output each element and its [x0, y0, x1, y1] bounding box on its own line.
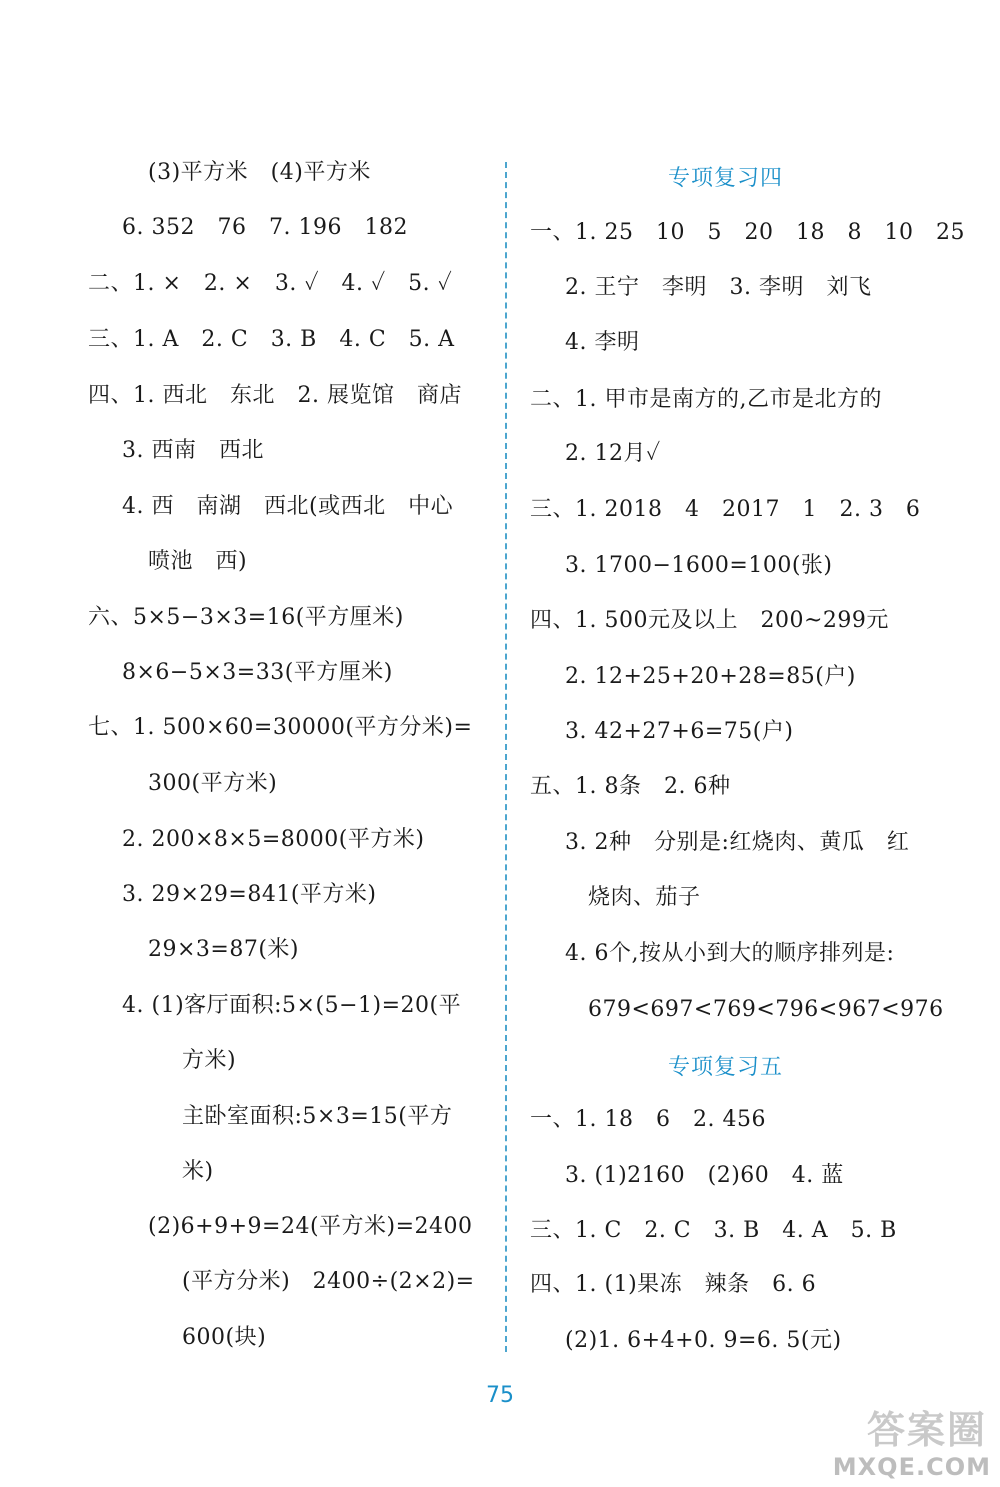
section-title: 专项复习五 — [668, 1055, 784, 1080]
page-number: 75 — [486, 1383, 514, 1408]
answer-line: 二、1. 甲市是南方的,乙市是北方的 — [530, 387, 882, 412]
answer-line: 一、1. 25 10 5 20 18 8 10 25 — [530, 220, 965, 245]
column-divider — [505, 162, 507, 1352]
answer-line: 烧肉、茄子 — [588, 885, 701, 910]
answer-line: 三、1. A 2. C 3. B 4. C 5. A — [88, 327, 455, 352]
answer-line: 4. 西 南湖 西北(或西北 中心 — [122, 494, 454, 519]
answer-line: 300(平方米) — [148, 771, 278, 796]
answer-line: 七、1. 500×60=30000(平方分米)= — [88, 715, 473, 740]
section-title: 专项复习四 — [668, 166, 784, 191]
answer-line: 2. 12+25+20+28=85(户) — [565, 664, 856, 689]
answer-line: 6. 352 76 7. 196 182 — [122, 215, 408, 240]
answer-line: 3. 2种 分别是:红烧肉、黄瓜 红 — [565, 830, 910, 855]
answer-line: (3)平方米 (4)平方米 — [148, 160, 371, 185]
watermark-logo: 答案圈 — [866, 1408, 987, 1452]
answer-line: 四、1. 西北 东北 2. 展览馆 商店 — [88, 383, 462, 408]
answer-line: 米) — [182, 1159, 214, 1184]
answer-line: 一、1. 18 6 2. 456 — [530, 1107, 766, 1132]
answer-line: 4. 李明 — [565, 330, 640, 355]
answer-line: 3. 42+27+6=75(户) — [565, 719, 794, 744]
answer-line: 二、1. × 2. × 3. ✓ 4. ✓ 5. ✓ — [88, 271, 453, 296]
answer-line: 600(块) — [182, 1325, 267, 1350]
answer-line: 三、1. 2018 4 2017 1 2. 3 6 — [530, 497, 921, 522]
answer-line: (2)6+9+9=24(平方米)=2400 — [148, 1214, 473, 1239]
answer-line: 4. 6个,按从小到大的顺序排列是: — [565, 941, 895, 966]
answer-line: 方米) — [182, 1048, 237, 1073]
answer-line: 3. 1700−1600=100(张) — [565, 553, 833, 578]
answer-line: 三、1. C 2. C 3. B 4. A 5. B — [530, 1218, 897, 1243]
answer-line: 3. 29×29=841(平方米) — [122, 882, 377, 907]
site-watermark — [815, 1395, 995, 1483]
watermark-site-text: MXQE.COM — [832, 1453, 991, 1481]
answer-line: (2)1. 6+4+0. 9=6. 5(元) — [565, 1328, 842, 1353]
answer-line: 2. 200×8×5=8000(平方米) — [122, 827, 425, 852]
answer-line: 679<697<769<796<967<976 — [588, 997, 944, 1022]
answer-line: 29×3=87(米) — [148, 937, 300, 962]
answer-line: 四、1. (1)果冻 辣条 6. 6 — [530, 1272, 817, 1297]
answer-line: 4. (1)客厅面积:5×(5−1)=20(平 — [122, 993, 462, 1018]
answer-line: 3. (1)2160 (2)60 4. 蓝 — [565, 1163, 844, 1188]
answer-line: 主卧室面积:5×3=15(平方 — [182, 1104, 453, 1129]
answer-line: (平方分米) 2400÷(2×2)= — [182, 1269, 475, 1294]
answer-line: 2. 王宁 李明 3. 李明 刘飞 — [565, 275, 872, 300]
answer-line: 8×6−5×3=33(平方厘米) — [122, 660, 393, 685]
answer-line: 2. 12月✓ — [565, 441, 661, 466]
answer-line: 四、1. 500元及以上 200~299元 — [530, 608, 889, 633]
answer-line: 喷池 西) — [148, 549, 248, 574]
answer-line: 五、1. 8条 2. 6种 — [530, 774, 731, 799]
answer-line: 3. 西南 西北 — [122, 438, 264, 463]
answer-line: 六、5×5−3×3=16(平方厘米) — [88, 605, 404, 630]
